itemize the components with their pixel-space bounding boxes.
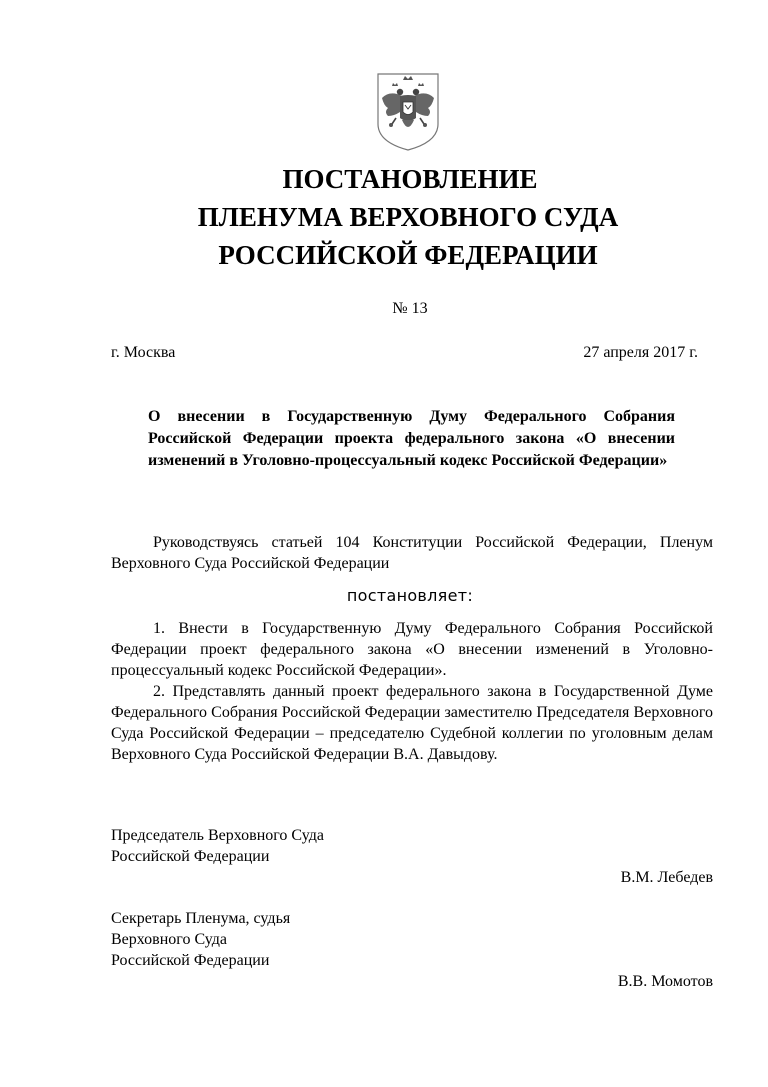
title-line-2: ПЛЕНУМА ВЕРХОВНОГО СУДА [197, 202, 619, 232]
title-line-3: РОССИЙСКОЙ ФЕДЕРАЦИИ [218, 240, 598, 270]
secretary-signature-block [111, 908, 713, 992]
coat-of-arms-emblem [374, 72, 442, 152]
secretary-title-line-3: Российской Федерации [111, 952, 270, 969]
preamble [111, 532, 713, 574]
chair-signature-block [111, 825, 713, 888]
document-date: 27 апреля 2017 г. [583, 344, 698, 361]
document-title [0, 160, 768, 274]
secretary-title-line-2: Верховного Суда [111, 931, 227, 948]
resolution-items [111, 618, 713, 765]
chair-title-line-2: Российской Федерации [111, 848, 270, 865]
resolution-item-1: 1. Внести в Государственную Думу Федерального Собрания Российской Федерации проект федерального закона «О внесении изменений в Уголовно-процессуальный кодекс Российской Федерации». [111, 620, 713, 679]
chair-title-line-1: Председатель Верховного Суда [111, 827, 324, 844]
secretary-title-line-1: Секретарь Пленума, судья [111, 910, 291, 927]
document-number: № 13 [392, 300, 428, 317]
secretary-name: В.В. Момотов [617, 973, 713, 990]
resolution-item-2: 2. Представлять данный проект федерального закона в Государственной Думе Федерального Собрания Российской Федерации заместителю Председателя Верховного Суда Российской Федерации – председателю Судебной коллегии по уголовным делам Верховного Суда Российской Федерации В.А. Давыдову. [111, 683, 713, 763]
decree-word: постановляет: [346, 586, 474, 605]
document-subject: О внесении в Государственную Думу Федерального Собрания Российской Федерации проекта федерального закона «О внесении изменений в Уголовно-процессуальный кодекс Российской Федерации» [148, 408, 675, 469]
chair-name: В.М. Лебедев [620, 869, 713, 886]
preamble-text: Руководствуясь статьей 104 Конституции Российской Федерации, Пленум Верховного Суда Российской Федерации [111, 534, 713, 572]
title-line-1: ПОСТАНОВЛЕНИЕ [282, 164, 538, 194]
document-place: г. Москва [111, 344, 176, 361]
